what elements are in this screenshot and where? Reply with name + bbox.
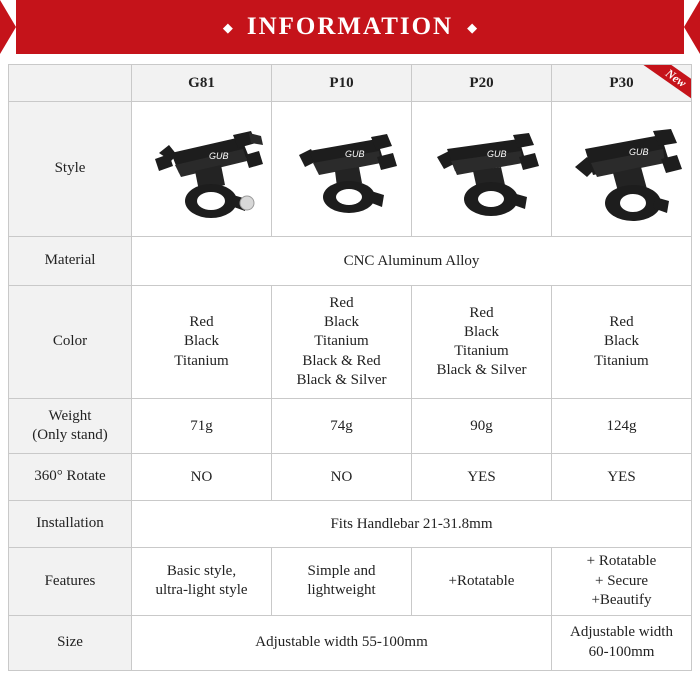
product-cell-p20 bbox=[412, 102, 552, 237]
product-cell-p30 bbox=[552, 102, 692, 237]
features-value-g81: Basic style, ultra-light style bbox=[132, 548, 272, 616]
phone-holder-p20-icon bbox=[414, 106, 549, 232]
table-row-color bbox=[9, 286, 692, 399]
model-header-p10: P10 bbox=[272, 65, 412, 102]
information-banner bbox=[0, 0, 700, 54]
model-header-p30 bbox=[552, 65, 692, 102]
installation-value: Fits Handlebar 21-31.8mm bbox=[132, 501, 692, 548]
weight-value-p10: 74g bbox=[272, 399, 412, 454]
table-row-size bbox=[9, 615, 692, 670]
svg-text:GUB: GUB bbox=[344, 149, 365, 159]
table-row-models bbox=[9, 65, 692, 102]
table-row-weight bbox=[9, 399, 692, 454]
row-label-style: Style bbox=[9, 102, 132, 237]
corner-cell bbox=[9, 65, 132, 102]
table-row-features bbox=[9, 548, 692, 616]
size-value-merged: Adjustable width 55-100mm bbox=[132, 615, 552, 670]
features-value-p10: Simple and lightweight bbox=[272, 548, 412, 616]
rotate-value-p20: YES bbox=[412, 454, 552, 501]
spec-table-wrapper bbox=[0, 54, 700, 671]
table-row-installation bbox=[9, 501, 692, 548]
rotate-value-g81: NO bbox=[132, 454, 272, 501]
banner-inner bbox=[223, 13, 477, 41]
weight-value-g81: 71g bbox=[132, 399, 272, 454]
table-row-rotate bbox=[9, 454, 692, 501]
model-header-g81: G81 bbox=[132, 65, 272, 102]
weight-value-p30: 124g bbox=[552, 399, 692, 454]
color-value-p10: Red Black Titanium Black & Red Black & Silver bbox=[272, 286, 412, 399]
row-label-features: Features bbox=[9, 548, 132, 616]
color-value-p30: Red Black Titanium bbox=[552, 286, 692, 399]
phone-holder-g81-icon bbox=[134, 106, 269, 232]
spec-table bbox=[8, 64, 692, 671]
model-header-p30-label: P30 bbox=[609, 74, 634, 91]
product-cell-p10 bbox=[272, 102, 412, 237]
weight-value-p20: 90g bbox=[412, 399, 552, 454]
diamond-right-icon: ◆ bbox=[467, 19, 478, 35]
svg-text:GUB: GUB bbox=[486, 149, 507, 159]
row-label-installation: Installation bbox=[9, 501, 132, 548]
diamond-left-icon: ◆ bbox=[222, 19, 233, 35]
row-label-rotate: 360° Rotate bbox=[9, 454, 132, 501]
rotate-value-p30: YES bbox=[552, 454, 692, 501]
features-value-p20: +Rotatable bbox=[412, 548, 552, 616]
color-value-g81: Red Black Titanium bbox=[132, 286, 272, 399]
size-value-p30: Adjustable width 60-100mm bbox=[552, 615, 692, 670]
svg-text:GUB: GUB bbox=[208, 151, 229, 161]
phone-holder-p10-icon bbox=[274, 106, 409, 232]
product-cell-g81 bbox=[132, 102, 272, 237]
rotate-value-p10: NO bbox=[272, 454, 412, 501]
material-value: CNC Aluminum Alloy bbox=[132, 237, 692, 286]
row-label-size: Size bbox=[9, 615, 132, 670]
new-badge: New bbox=[641, 65, 691, 102]
table-row-style bbox=[9, 102, 692, 237]
model-header-p20: P20 bbox=[412, 65, 552, 102]
table-row-material bbox=[9, 237, 692, 286]
row-label-color: Color bbox=[9, 286, 132, 399]
phone-holder-p30-icon bbox=[554, 106, 689, 232]
row-label-material: Material bbox=[9, 237, 132, 286]
color-value-p20: Red Black Titanium Black & Silver bbox=[412, 286, 552, 399]
features-value-p30: + Rotatable + Secure +Beautify bbox=[552, 548, 692, 616]
svg-text:GUB: GUB bbox=[628, 147, 649, 157]
page-title: INFORMATION bbox=[246, 13, 454, 40]
row-label-weight: Weight (Only stand) bbox=[9, 399, 132, 454]
